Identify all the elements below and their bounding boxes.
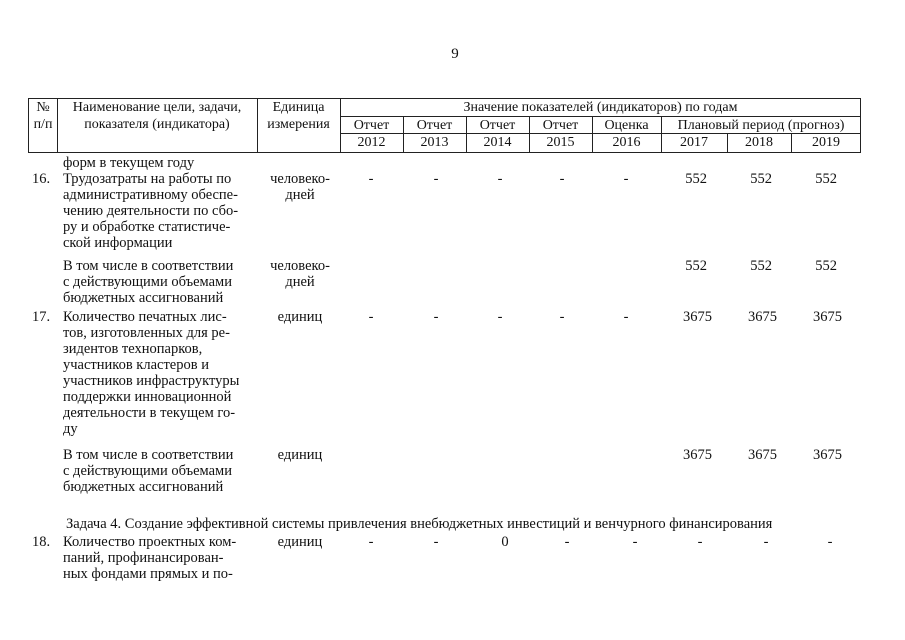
value-2015: - xyxy=(564,534,570,550)
task-heading: Задача 4. Создание эффективной системы привлечения внебюджетных инвестиций и венчурного финансирования xyxy=(66,516,773,532)
header-col-2017: 2017 xyxy=(680,135,708,150)
header-plan-title: Плановый период (прогноз) xyxy=(677,118,845,133)
header-col-2014: Отчет 2014 xyxy=(479,118,516,150)
row-number: 18. xyxy=(32,534,51,550)
value-2019: - xyxy=(827,534,833,550)
row-name: Трудозатраты на работы по административному обеспе- чению деятельности по сбо- ру и обработке статистиче- ской информации xyxy=(63,171,239,251)
header-unit: Единица измерения xyxy=(267,100,330,132)
row-unit: человеко- дней xyxy=(270,258,330,290)
value-2013: - xyxy=(433,309,439,325)
row-unit: единиц xyxy=(277,309,323,325)
row-name: Количество печатных лис- тов, изготовленных для ре- зидентов технопарков, участников кластеров и участников инфраструктуры поддержки инновационной деятельности в текущем го- ду xyxy=(63,309,240,437)
row-unit: единиц xyxy=(277,447,323,463)
value-2016: - xyxy=(623,171,629,187)
header-num: № п/п xyxy=(33,100,53,132)
row-name: В том числе в соответствии с действующими объемами бюджетных ассигнований xyxy=(63,447,234,495)
value-2019: 3675 xyxy=(813,309,842,325)
row-number: 17. xyxy=(32,309,51,325)
value-2015: - xyxy=(559,309,565,325)
value-2016: - xyxy=(623,309,629,325)
header-col-2013: Отчет 2013 xyxy=(416,118,453,150)
value-2018: 3675 xyxy=(748,309,777,325)
value-2013: - xyxy=(433,171,439,187)
value-2019: 552 xyxy=(815,258,837,274)
value-2014: 0 xyxy=(501,534,509,550)
row-unit: человеко- дней xyxy=(270,171,330,203)
value-2018: - xyxy=(763,534,769,550)
value-2017: 3675 xyxy=(683,447,712,463)
row-number: 16. xyxy=(32,171,51,187)
header-col-2012: Отчет 2012 xyxy=(353,118,390,150)
header-name: Наименование цели, задачи, показателя (индикатора) xyxy=(72,100,242,132)
continued-row-text: форм в текущем году xyxy=(63,155,195,171)
value-2013: - xyxy=(433,534,439,550)
row-unit: единиц xyxy=(277,534,323,550)
value-2012: - xyxy=(368,171,374,187)
page-number: 9 xyxy=(451,46,459,62)
value-2017: 552 xyxy=(685,171,707,187)
value-2017: - xyxy=(697,534,703,550)
header-col-2018: 2018 xyxy=(745,135,773,150)
value-2014: - xyxy=(497,171,503,187)
value-2015: - xyxy=(559,171,565,187)
value-2012: - xyxy=(368,309,374,325)
value-2019: 552 xyxy=(815,171,837,187)
header-col-2016: Оценка 2016 xyxy=(604,118,649,150)
row-name: Количество проектных ком- паний, профинансирован- ных фондами прямых и по- xyxy=(63,534,237,582)
header-values-title: Значение показателей (индикаторов) по годам xyxy=(463,100,738,115)
value-2018: 552 xyxy=(750,171,772,187)
value-2018: 3675 xyxy=(748,447,777,463)
value-2012: - xyxy=(368,534,374,550)
value-2019: 3675 xyxy=(813,447,842,463)
row-name: В том числе в соответствии с действующими объемами бюджетных ассигнований xyxy=(63,258,234,306)
value-2017: 3675 xyxy=(683,309,712,325)
header-col-2019: 2019 xyxy=(812,135,840,150)
value-2016: - xyxy=(632,534,638,550)
value-2017: 552 xyxy=(685,258,707,274)
value-2018: 552 xyxy=(750,258,772,274)
value-2014: - xyxy=(497,309,503,325)
header-col-2015: Отчет 2015 xyxy=(542,118,579,150)
